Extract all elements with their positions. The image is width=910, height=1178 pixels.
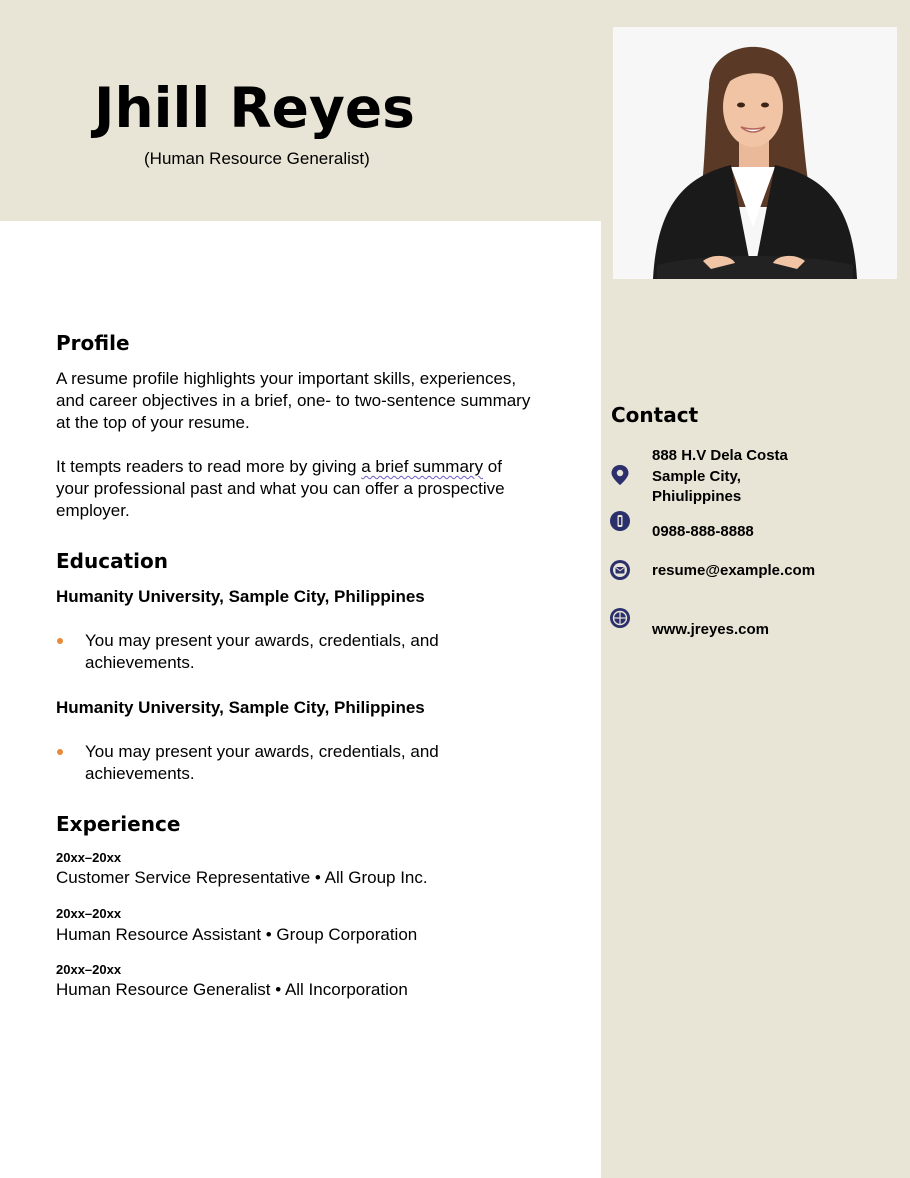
experience-role: Human Resource Assistant • Group Corporation (56, 925, 418, 944)
education-bullet-text: You may present your awards, credentials, and achievements. (85, 742, 439, 783)
bullet-dot-icon (57, 749, 63, 755)
experience-date: 20xx–20xx (56, 962, 122, 977)
profile-text-part: of your professional past and what you can offer a prospective employer. (56, 457, 505, 520)
profile-heading: Profile (56, 331, 130, 355)
spellcheck-marked-text: a brief summary (361, 457, 484, 476)
bullet-dot-icon (57, 638, 63, 644)
contact-address (652, 446, 788, 508)
email-icon (610, 559, 630, 581)
address-line: 888 H.V Dela Costa (652, 447, 788, 464)
profile-photo (613, 27, 897, 279)
experience-date: 20xx–20xx (56, 850, 122, 865)
contact-phone: 0988-888-8888 (652, 523, 754, 540)
experience-role: Human Resource Generalist • All Incorporation (56, 980, 408, 999)
experience-date: 20xx–20xx (56, 906, 122, 921)
address-line: Sample City, (652, 467, 741, 485)
location-pin-icon (610, 464, 630, 486)
contact-website[interactable]: www.jreyes.com (652, 621, 769, 638)
profile-paragraph-2 (56, 456, 531, 522)
candidate-title: (Human Resource Generalist) (144, 149, 370, 168)
education-bullet-text: You may present your awards, credentials, and achievements. (85, 631, 439, 672)
phone-icon (610, 510, 630, 532)
experience-heading: Experience (56, 812, 181, 836)
candidate-name: Jhill Reyes (94, 76, 415, 140)
contact-email[interactable]: resume@example.com (652, 562, 816, 579)
education-school: Humanity University, Sample City, Philippines (56, 698, 425, 717)
address-line: Phiulippines (652, 488, 742, 505)
education-bullet (56, 741, 526, 785)
contact-heading: Contact (611, 403, 699, 427)
profile-paragraph-1: A resume profile highlights your important skills, experiences, and career objectives in a brief, one- to two-sentence summary at the top of your resume. (56, 369, 531, 432)
education-bullet (56, 630, 526, 674)
education-heading: Education (56, 549, 168, 573)
profile-text-part: It tempts readers to read more by giving (56, 457, 362, 476)
experience-role: Customer Service Representative • All Group Inc. (56, 868, 428, 887)
globe-icon (610, 607, 630, 629)
education-school: Humanity University, Sample City, Philippines (56, 587, 425, 606)
